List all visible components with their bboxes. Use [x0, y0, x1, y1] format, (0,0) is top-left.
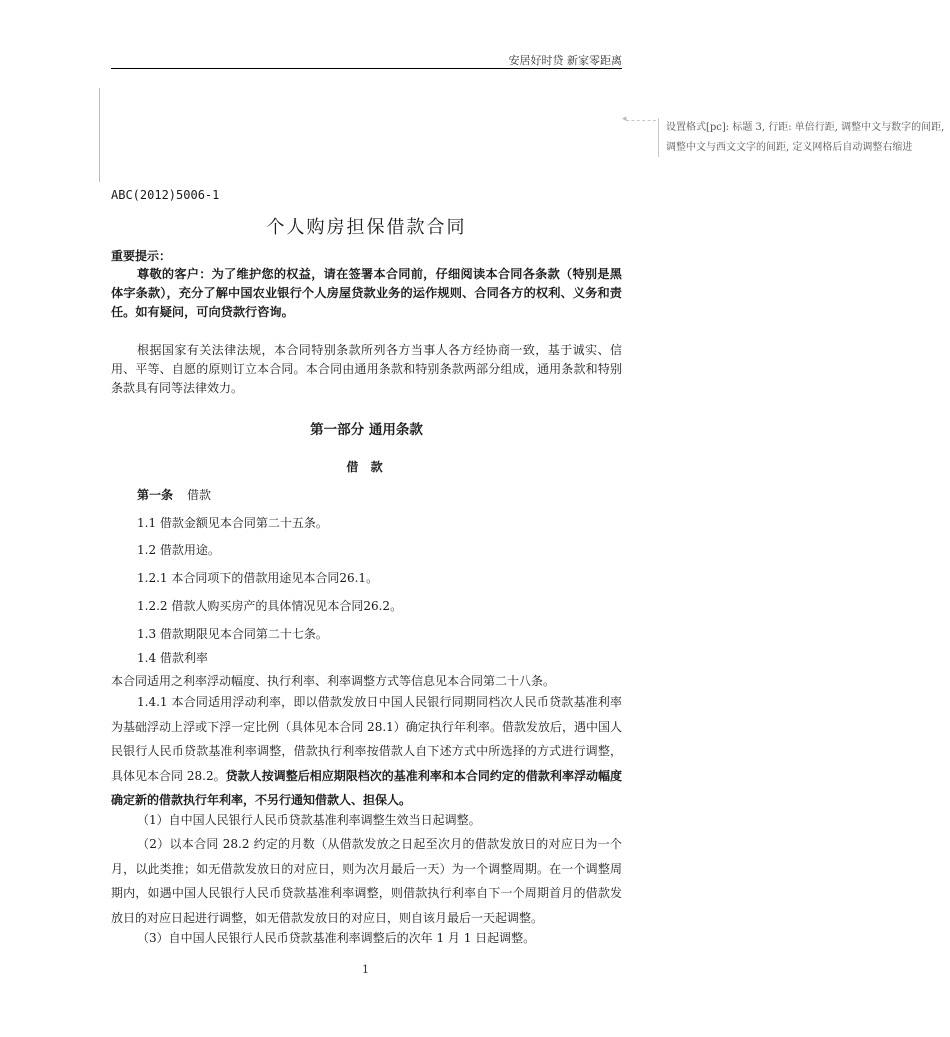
rate-option-1: （1）自中国人民银行人民币贷款基准利率调整生效当日起调整。 [137, 813, 481, 827]
document-title: 个人购房担保借款合同 [266, 217, 467, 238]
header-slogan: 安居好时贷 新家零距离 [508, 54, 622, 67]
clause-1-2-2: 1.2.2 借款人购买房产的具体情况见本合同26.2。 [137, 599, 403, 613]
format-comment-text: 设置格式[pc]: 标题 3, 行距: 单倍行距, 调整中文与数字的间距, 调整中文与西文文字的间距, 定义网格后自动调整右缩进 [666, 122, 945, 153]
rate-option-2: （2）以本合同 28.2 约定的月数（从借款发放之日起至次月的借款发放日的对应日为一个月，以此类推；如无借款发放日的对应日，则为次月最后一天）为一个调整周期。在一个调整周期内，如遇中国人民银行人民币贷款基准利率调整，则借款执行利率自下一个周期首月的借款发放日的对应日起进行调整，如无借款发放日的对应日，则自该月最后一天起调整。 [111, 837, 622, 925]
contract-number: ABC(2012)5006-1 [111, 188, 220, 202]
article-name: 借款 [187, 488, 212, 502]
format-comment-balloon[interactable] [658, 118, 950, 157]
clause-1-1: 1.1 借款金额见本合同第二十五条。 [137, 516, 328, 530]
rate-option-3: （3）自中国人民银行人民币贷款基准利率调整后的次年 1 月 1 日起调整。 [137, 931, 536, 945]
comment-connector [626, 120, 656, 121]
article-1-heading [137, 486, 211, 503]
clause-1-3: 1.3 借款期限见本合同第二十七条。 [137, 627, 328, 641]
clause-1-4-desc: 本合同适用之利率浮动幅度、执行利率、利率调整方式等信息见本合同第二十八条。 [111, 674, 556, 688]
comment-arrow-icon: ◂ [622, 114, 627, 124]
intro-paragraph: 根据国家有关法律法规，本合同特别条款所列各方当事人各方经协商一致，基于诚实、信用、平等、自愿的原则订立本合同。本合同由通用条款和特别条款两部分组成，通用条款和特别条款具有同等法律效力。 [111, 343, 622, 395]
clause-1-4-1 [111, 690, 622, 813]
clause-1-4-1-text: 1.4.1 本合同适用浮动利率，即以借款发放日中国人民银行同期同档次人民币贷款基准利率为基础浮动上浮或下浮一定比例（具体见本合同 28.1）确定执行年利率。借款发放后，遇中国人民银行人民币贷款基准利率调整，借款执行利率按借款人自下述方式中所选择的方式进行调整，具体见本合同 28.2。 [111, 695, 622, 783]
notice-label: 重要提示： [111, 249, 172, 263]
article-label: 第一条 [137, 488, 174, 502]
change-bar [99, 88, 100, 182]
clause-1-2-1: 1.2.1 本合同项下的借款用途见本合同26.1。 [137, 571, 379, 585]
clause-1-2: 1.2 借款用途。 [137, 543, 220, 557]
section-title: 借 款 [346, 460, 387, 474]
page-number: 1 [362, 963, 369, 976]
part-one-title: 第一部分 通用条款 [310, 422, 423, 438]
clause-1-4-1-bold-text: 贷款人按调整后相应期限档次的基准利率和本合同约定的借款利率浮动幅度确定新的借款执行年利率，不另行通知借款人、担保人。 [111, 768, 622, 807]
important-notice: 尊敬的客户：为了维护您的权益，请在签署本合同前，仔细阅读本合同各条款（特别是黑体字条款），充分了解中国农业银行个人房屋贷款业务的运作规则、合同各方的权利、义务和责任。如有疑问，可向贷款行咨询。 [111, 267, 622, 319]
header-rule [111, 68, 622, 69]
clause-1-4: 1.4 借款利率 [137, 651, 208, 665]
